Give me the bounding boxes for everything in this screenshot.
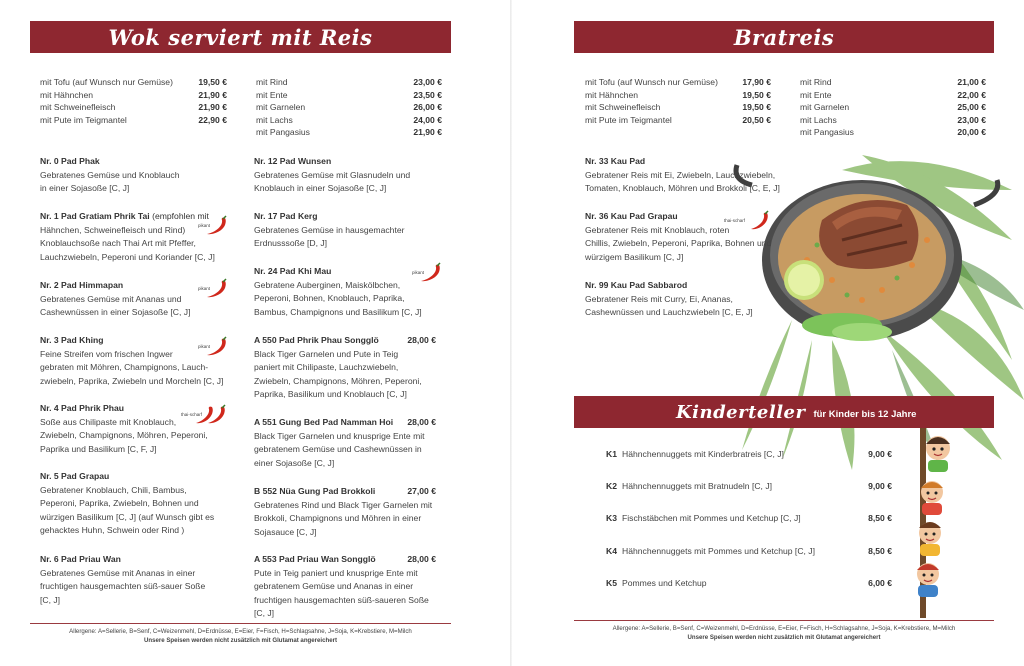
dish-desc-line: [C, J]: [40, 594, 61, 605]
price-label: mit Schweinefleisch: [40, 102, 116, 113]
dish-desc-line: Peperoni, Bohnen, Knoblauch, Paprika,: [254, 293, 405, 304]
price-value: 21,90 €: [198, 102, 227, 113]
dish-desc-line: Cashewnüssen in einer Sojasoße [C, J]: [40, 307, 191, 318]
price-row: [40, 76, 227, 89]
price-value: 17,90 €: [742, 77, 771, 87]
price-row: [800, 76, 986, 89]
dish-name: Nr. 24 Pad Khi Mau: [254, 266, 332, 276]
section-subtitle: für Kinder bis 12 Jahre: [813, 408, 917, 420]
price-label: mit Lachs: [800, 114, 837, 125]
price-label: mit Ente: [256, 89, 288, 100]
dish-desc-line: in einer Sojasoße [C, J]: [40, 183, 130, 194]
item-price: 9,00 €: [868, 481, 892, 492]
glutamate-note: Unsere Speisen werden nicht zusätzlich mit Glutamat angereichert: [687, 634, 881, 641]
dish-item: [254, 416, 436, 470]
dish-desc-line: gehacktes Huhn, Schwein oder Rind ): [40, 525, 185, 536]
dish-item: [40, 553, 230, 607]
spice-label: pikant: [198, 223, 211, 228]
dish-desc-line: Gebratenes Gemüse mit Glasnudeln und: [254, 169, 411, 180]
chili-pepper-icon: [412, 262, 442, 284]
price-value: 23,50 €: [413, 89, 442, 100]
item-price: 8,50 €: [868, 513, 892, 524]
dish-desc-line: Tomaten, Knoblauch, Möhren und Brokkoli [C, E, J]: [585, 183, 780, 194]
price-value: 24,00 €: [413, 114, 442, 125]
item-code: K3: [606, 513, 617, 524]
dish-desc-line: Gebratener Reis mit Knoblauch, roten: [585, 224, 730, 235]
dish-item: [585, 155, 785, 196]
dish-desc-line: gebratenem Gemüse und Cashewnüssen in: [254, 444, 422, 455]
dish-item: [254, 485, 436, 539]
price-value: 19,50 €: [742, 89, 771, 100]
dish-item: [40, 470, 235, 538]
dish-desc-line: Gebratenes Gemüse mit Ananas und: [40, 293, 182, 304]
dish-desc-line: einer Sojasoße [C, J]: [254, 457, 335, 468]
list-item: [606, 470, 892, 502]
item-code: K1: [606, 449, 617, 460]
chili-pepper-icon: [181, 404, 227, 426]
spice-label: thai-scharf: [724, 218, 746, 223]
dish-desc-line: Peperoni, Paprika, Zwiebeln, Bohnen und: [40, 498, 199, 509]
chili-pepper-icon: [198, 215, 228, 237]
dish-desc-line: Brokkoli, Champignons und Möhren in einer: [254, 513, 422, 524]
price-row: [800, 126, 986, 139]
dish-desc-line: zwiebeln, Paprika, Zwiebeln und Morcheln [C, J]: [40, 375, 224, 386]
price-row: [585, 114, 771, 127]
dish-desc-line: fruchtigen hausgemachten süß-sauer Soße: [40, 581, 206, 592]
dish-name: Nr. 6 Pad Priau Wan: [40, 554, 121, 564]
dish-name: Nr. 5 Pad Grapau: [40, 471, 110, 481]
dish-desc-line: Erdnusssoße [D, J]: [254, 238, 328, 249]
dish-desc-line: würzigem Basilikum [C, J]: [585, 251, 684, 262]
price-label: mit Rind: [256, 77, 288, 87]
dish-desc-line: Lauchzwiebeln, Peperoni und Koriander [C, J]: [40, 251, 215, 262]
price-value: 19,50 €: [742, 102, 771, 113]
dish-desc-line: gebratenem Gemüse und Ananas in einer: [254, 581, 414, 592]
dish-name: Nr. 4 Pad Phrik Phau: [40, 403, 125, 413]
section-title: Bratreis: [733, 24, 835, 50]
dish-desc-line: Cashewnüssen und Lauchzwiebeln [C, E, J]: [585, 307, 753, 318]
item-price: 9,00 €: [868, 449, 892, 460]
dish-item: [254, 155, 444, 196]
price-label: mit Garnelen: [800, 102, 850, 113]
list-item: [606, 567, 892, 599]
dish-desc-line: Bambus, Champignons und Basilikum [C, J]: [254, 306, 422, 317]
dish-name-row: [254, 334, 436, 348]
dish-price: 27,00 €: [407, 486, 436, 496]
dish-name: Nr. 0 Pad Phak: [40, 156, 100, 166]
dish-desc-line: Hähnchen, Schweinefleisch und Rind): [40, 224, 186, 235]
dish-desc-line: Knoblauchsoße nach Thai Art mit Pfeffer,: [40, 238, 196, 249]
chili-pepper-icon: [198, 278, 228, 300]
price-label: mit Rind: [800, 77, 832, 87]
dish-name: A 553 Pad Priau Wan Songglö: [254, 554, 376, 564]
item-desc: Hähnchennuggets mit Pommes und Ketchup [C, J]: [622, 545, 815, 556]
allergen-text: Allergene: A=Sellerie, B=Senf, C=Weizenmehl, D=Erdnüsse, E=Eier, F=Fisch, H=Schlagsahne, J=Soja, K=Krebstiere, M=Milch: [612, 625, 956, 632]
dish-name: A 550 Pad Phrik Phau Songglö: [254, 335, 379, 345]
item-desc: Pommes und Ketchup: [622, 577, 707, 588]
price-value: 21,90 €: [413, 127, 442, 138]
dish-item: [254, 334, 436, 402]
dish-desc-line: Sojasauce [C, J]: [254, 526, 317, 537]
dish-desc-line: Gebratene Auberginen, Maiskölbchen,: [254, 279, 401, 290]
price-label: mit Pute im Teigmantel: [40, 114, 127, 125]
kids-cartoon-illustration: [902, 428, 962, 618]
price-row: [256, 76, 442, 89]
price-label: mit Pute im Teigmantel: [585, 114, 672, 125]
spice-label: thai-scharf: [181, 412, 203, 417]
price-label: mit Tofu (auf Wunsch nur Gemüse): [585, 77, 718, 87]
list-item: [606, 438, 892, 470]
dish-desc-line: Zwiebeln, Champignons, Möhren, Peperoni,: [40, 430, 208, 441]
price-list-wok-1: [40, 76, 227, 126]
list-item: [606, 535, 892, 567]
dish-desc-line: Paprika, Basilikum und Knoblauch [C, J]: [254, 389, 407, 400]
dish-desc-line: Zwiebeln, Champignons, Möhren, Peperoni,: [254, 375, 422, 386]
price-label: mit Hähnchen: [40, 89, 94, 100]
dish-desc-line: Gebratener Knoblauch, Chili, Bambus,: [40, 484, 187, 495]
dish-desc-line: Feine Streifen vom frischen Ingwer: [40, 348, 173, 359]
dish-name: Nr. 17 Pad Kerg: [254, 211, 318, 221]
price-list-bratreis-1: [585, 76, 771, 126]
price-row: [800, 101, 986, 114]
dish-desc-line: Gebratenes Rind und Black Tiger Garnelen mit: [254, 499, 433, 510]
dish-desc-line: Black Tiger Garnelen und Pute in Teig: [254, 348, 399, 359]
dish-price: 28,00 €: [407, 417, 436, 427]
price-row: [40, 114, 227, 127]
list-item: [606, 502, 892, 534]
dish-desc-line: Paprika und Basilikum [C, F, J]: [40, 443, 157, 454]
price-row: [256, 89, 442, 102]
price-row: [585, 76, 771, 89]
dish-name-row: [254, 485, 436, 499]
glutamate-note: Unsere Speisen werden nicht zusätzlich mit Glutamat angereichert: [143, 637, 338, 644]
item-desc: Hähnchennuggets mit Kinderbratreis [C, J]: [622, 449, 784, 460]
item-code: K2: [606, 481, 617, 492]
price-value: 20,50 €: [742, 114, 771, 125]
price-row: [40, 101, 227, 114]
price-value: 19,50 €: [198, 77, 227, 87]
menu-page-right: [512, 0, 1024, 666]
dish-desc-line: Gebratenes Gemüse in hausgemachter: [254, 224, 405, 235]
item-desc: Fischstäbchen mit Pommes und Ketchup [C, J]: [622, 513, 801, 524]
dish-name-row: [254, 553, 436, 567]
price-value: 22,90 €: [198, 114, 227, 125]
dish-desc-line: Pute in Teig paniert und knusprige Ente mit: [254, 567, 418, 578]
dish-desc-line: fruchtigen hausgemachten süß-saueren Soße: [254, 594, 429, 605]
price-row: [40, 89, 227, 102]
price-row: [585, 89, 771, 102]
spice-label: pikant: [412, 270, 425, 275]
price-row: [256, 114, 442, 127]
price-label: mit Lachs: [256, 114, 293, 125]
section-title: Kinderteller: [676, 401, 806, 423]
price-value: 23,00 €: [413, 77, 442, 87]
price-row: [256, 126, 442, 139]
price-row: [256, 101, 442, 114]
dish-item: [585, 279, 785, 320]
dish-desc-line: Gebratener Reis mit Curry, Ei, Ananas,: [585, 293, 733, 304]
price-value: 21,00 €: [957, 77, 986, 87]
price-label: mit Pangasius: [256, 127, 310, 138]
price-value: 23,00 €: [957, 114, 986, 125]
dish-desc-line: Black Tiger Garnelen und knusprige Ente mit: [254, 430, 425, 441]
dish-name: Nr. 99 Kau Pad Sabbarod: [585, 280, 688, 290]
dish-name: Nr. 36 Kau Pad Grapau: [585, 211, 678, 221]
dish-item: [254, 210, 444, 251]
price-row: [800, 89, 986, 102]
section-title: Wok serviert mit Reis: [108, 24, 373, 50]
dish-name: Nr. 12 Pad Wunsen: [254, 156, 332, 166]
item-price: 8,50 €: [868, 545, 892, 556]
kids-menu-list: [606, 438, 892, 599]
allergen-footer: [574, 620, 994, 642]
dish-name: Nr. 2 Pad Himmapan: [40, 280, 124, 290]
dish-item: [40, 155, 230, 196]
price-label: mit Schweinefleisch: [585, 102, 661, 113]
dish-desc-line: Knoblauch in einer Sojasoße [C, J]: [254, 183, 387, 194]
price-label: mit Hähnchen: [585, 89, 639, 100]
price-value: 20,00 €: [957, 127, 986, 138]
allergen-text: Allergene: A=Sellerie, B=Senf, C=Weizenmehl, D=Erdnüsse, E=Eier, F=Fisch, H=Schlagsahne, J=Soja, K=Krebstiere, M=Milch: [69, 628, 412, 635]
section-banner-kids: [574, 396, 994, 428]
section-banner-wok: [30, 21, 451, 53]
dish-name: Nr. 3 Pad Khing: [40, 335, 104, 345]
dish-price: 28,00 €: [407, 554, 436, 564]
price-row: [800, 114, 986, 127]
chili-pepper-icon: [724, 210, 770, 232]
price-value: 22,00 €: [957, 89, 986, 100]
dish-note: (empfohlen mit: [152, 211, 209, 221]
price-list-wok-2: [256, 76, 442, 139]
allergen-footer: [30, 623, 451, 645]
price-label: mit Ente: [800, 89, 832, 100]
item-desc: Hähnchennuggets mit Bratnudeln [C, J]: [622, 481, 773, 492]
price-value: 26,00 €: [413, 102, 442, 113]
item-code: K5: [606, 577, 617, 588]
dish-desc-line: Chillis, Zwiebeln, Peperoni, Paprika, Bohnen und: [585, 238, 772, 249]
dish-desc-line: würzigen Basilikum [C, J] (auf Wunsch gibt es: [40, 511, 215, 522]
dish-desc-line: Gebratener Reis mit Ei, Zwiebeln, Lauchzwiebeln,: [585, 169, 776, 180]
price-value: 25,00 €: [957, 102, 986, 113]
spice-label: pikant: [198, 344, 211, 349]
price-list-bratreis-2: [800, 76, 986, 139]
dish-desc-line: Gebratenes Gemüse mit Ananas in einer: [40, 567, 196, 578]
dish-desc-line: Soße aus Chilipaste mit Knoblauch,: [40, 416, 177, 427]
dish-desc-line: paniert mit Chilipaste, Lauchzwiebeln,: [254, 362, 399, 373]
dish-name: Nr. 1 Pad Gratiam Phrik Tai: [40, 211, 150, 221]
price-label: mit Pangasius: [800, 127, 854, 138]
dish-item: [254, 553, 436, 621]
item-code: K4: [606, 545, 617, 556]
price-row: [585, 101, 771, 114]
price-value: 21,90 €: [198, 89, 227, 100]
dish-name: B 552 Nüa Gung Pad Brokkoli: [254, 486, 376, 496]
chili-pepper-icon: [198, 336, 228, 358]
price-label: mit Tofu (auf Wunsch nur Gemüse): [40, 77, 173, 87]
dish-desc-line: Gebratenes Gemüse und Knoblauch: [40, 169, 180, 180]
spice-label: pikant: [198, 286, 211, 291]
dish-desc-line: [C, J]: [254, 608, 275, 619]
item-price: 6,00 €: [868, 577, 892, 588]
dish-name-row: [254, 416, 436, 430]
price-label: mit Garnelen: [256, 102, 306, 113]
dish-name: A 551 Gung Bed Pad Namman Hoi: [254, 417, 394, 427]
dish-desc-line: gebraten mit Möhren, Champignons, Lauch-: [40, 362, 209, 373]
dish-name: Nr. 33 Kau Pad: [585, 156, 646, 166]
section-banner-bratreis: [574, 21, 994, 53]
dish-price: 28,00 €: [407, 335, 436, 345]
